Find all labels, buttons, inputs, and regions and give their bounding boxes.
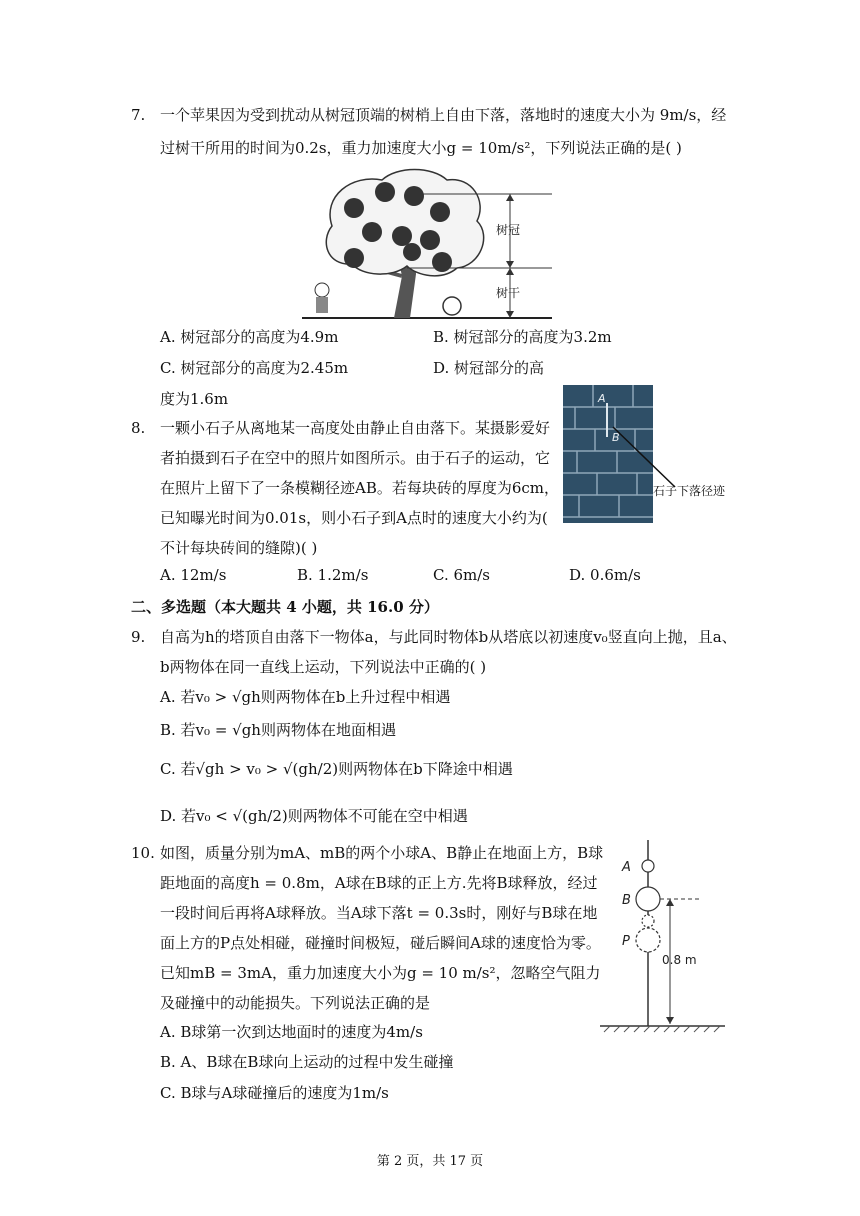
q7-line1: 一个苹果因为受到扰动从树冠顶端的树梢上自由下落，落地时的速度大小为 9m/s，经: [160, 106, 727, 124]
q7-option-a: A. 树冠部分的高度为4.9m: [160, 328, 339, 346]
q10-line6: 及碰撞中的动能损失。下列说法正确的是: [160, 994, 431, 1012]
q9-option-a: A. 若v₀ > √gh则两物体在b上升过程中相遇: [160, 688, 451, 706]
ball-b-label: B: [622, 893, 631, 908]
brick-wall-figure: [563, 385, 733, 525]
section-heading: 二、多选题（本大题共 4 小题，共 16.0 分）: [131, 598, 439, 616]
q7-option-d-cont: 度为1.6m: [160, 390, 229, 408]
ball-a-label: A: [622, 860, 631, 875]
q8-line5: 不计每块砖间的缝隙)( ): [160, 539, 318, 557]
q7-number: 7.: [131, 106, 146, 124]
q7-line2: 过树干所用的时间为0.2s，重力加速度大小g = 10m/s²，下列说法正确的是( ): [160, 139, 682, 157]
q8-line1: 一颗小石子从离地某一高度处由静止自由落下。某摄影爱好: [160, 419, 551, 437]
q10-line1: 如图，质量分别为mA、mB的两个小球A、B静止在地面上方，B球: [160, 844, 604, 862]
q8-number: 8.: [131, 419, 146, 437]
q9-number: 9.: [131, 628, 146, 646]
point-p-label: P: [622, 934, 630, 949]
q9-option-b: B. 若v₀ = √gh则两物体在地面相遇: [160, 721, 396, 739]
q9-line2: b两物体在同一直线上运动，下列说法中正确的( ): [160, 658, 487, 676]
crown-label: 树冠: [496, 223, 521, 237]
q7-option-b: B. 树冠部分的高度为3.2m: [433, 328, 612, 346]
q10-option-a: A. B球第一次到达地面时的速度为4m/s: [160, 1023, 423, 1041]
q9-option-c: C. 若√gh > v₀ > √(gh/2)则两物体在b下降途中相遇: [160, 760, 513, 778]
trajectory-label: 石子下落径迹: [653, 484, 726, 498]
q7-option-d: D. 树冠部分的高: [433, 359, 545, 377]
trunk-label: 树干: [496, 286, 521, 300]
q9-option-d: D. 若v₀ < √(gh/2)则两物体不可能在空中相遇: [160, 807, 468, 825]
q10-line3: 一段时间后再将A球释放。当A球下落t = 0.3s时，刚好与B球在地: [160, 904, 598, 922]
ball-drop-figure: [600, 838, 730, 1038]
point-a-label: A: [598, 392, 606, 405]
q10-option-b: B. A、B球在B球向上运动的过程中发生碰撞: [160, 1053, 454, 1071]
q10-line5: 已知mB = 3mA，重力加速度大小为g = 10 m/s²，忽略空气阻力: [160, 964, 601, 982]
page-footer: 第 2 页，共 17 页: [376, 1154, 484, 1169]
height-label: 0.8 m: [662, 953, 697, 967]
point-b-label: B: [612, 431, 620, 444]
q10-line2: 距地面的高度h = 0.8m，A球在B球的正上方.先将B球释放，经过: [160, 874, 598, 892]
q8-line3: 在照片上留下了一条模糊径迹AB。若每块砖的厚度为6cm，: [160, 479, 560, 497]
q7-option-c: C. 树冠部分的高度为2.45m: [160, 359, 349, 377]
q10-line4: 面上方的P点处相碰，碰撞时间极短，碰后瞬间A球的速度恰为零。: [160, 934, 601, 952]
q8-option-b: B. 1.2m/s: [297, 566, 369, 584]
q9-line1: 自高为h的塔顶自由落下一物体a，与此同时物体b从塔底以初速度v₀竖直向上抛，且a、: [160, 628, 737, 646]
q8-option-a: A. 12m/s: [160, 566, 227, 584]
q8-line4: 已知曝光时间为0.01s，则小石子到A点时的速度大小约为(: [160, 509, 548, 527]
q10-option-c: C. B球与A球碰撞后的速度为1m/s: [160, 1084, 389, 1102]
q8-line2: 者拍摄到石子在空中的照片如图所示。由于石子的运动，它: [160, 449, 551, 467]
apple-tree-figure: [302, 166, 562, 326]
q8-option-d: D. 0.6m/s: [569, 566, 641, 584]
q8-option-c: C. 6m/s: [433, 566, 490, 584]
q10-number: 10.: [131, 844, 155, 862]
